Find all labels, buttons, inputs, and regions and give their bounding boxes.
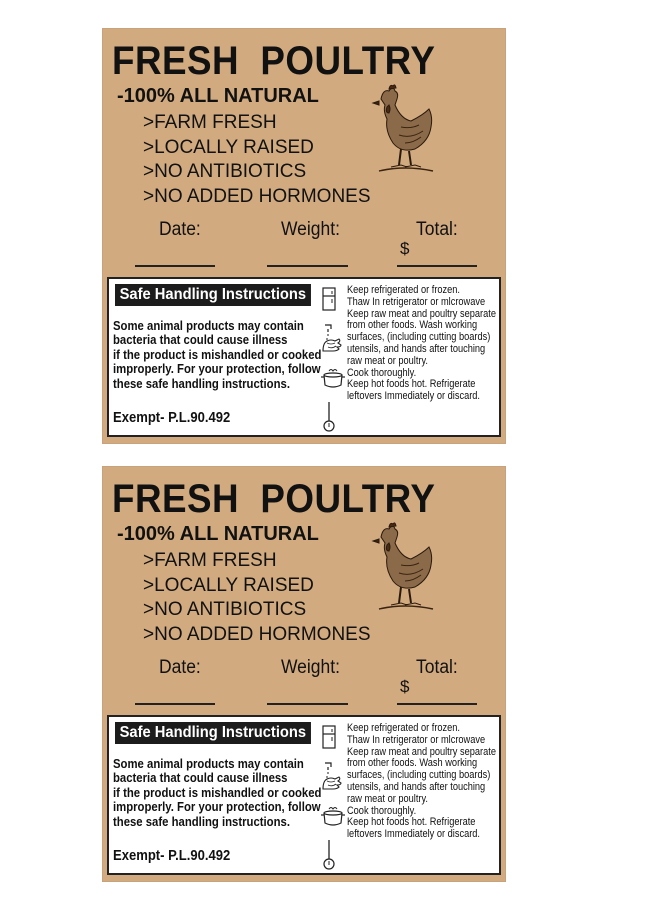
- hand-washing-icon: [321, 761, 343, 791]
- safe-handling-line: these safe handling instructions.: [113, 376, 290, 391]
- feature-item: >NO ANTIBIOTICS: [143, 599, 307, 620]
- date-label: Date:: [159, 657, 201, 678]
- weight-line: [267, 703, 348, 705]
- date-line: [135, 703, 215, 705]
- feature-item: >FARM FRESH: [143, 550, 277, 571]
- handling-steps: [347, 723, 501, 841]
- poultry-label: [102, 466, 506, 882]
- safe-handling-line: improperly. For your protection, follow: [113, 800, 321, 815]
- handling-step: utensils, and hands after touching: [347, 780, 486, 793]
- refrigerator-icon: [321, 287, 337, 311]
- poultry-label: [102, 28, 506, 444]
- handling-icons: [321, 723, 345, 871]
- label-subtitle: -100% ALL NATURAL: [117, 85, 319, 107]
- total-label: Total:: [416, 657, 458, 678]
- handling-step: from other foods. Wash working: [347, 319, 478, 332]
- safe-handling-line: bacteria that could cause illness: [113, 333, 288, 348]
- handling-step: Keep hot foods hot. Refrigerate: [347, 378, 476, 391]
- handling-step: Keep refrigerated or frozen.: [347, 284, 461, 296]
- weight-line: [267, 265, 348, 267]
- weight-label: Weight:: [281, 219, 340, 240]
- label-title: FRESH POULTRY: [112, 39, 436, 83]
- feature-item: >LOCALLY RAISED: [143, 574, 314, 596]
- safe-handling-title: Safe Handling Instructions: [115, 284, 311, 306]
- safe-handling-line: Some animal products may contain: [113, 319, 304, 333]
- feature-item: >NO ADDED HORMONES: [143, 623, 371, 645]
- handling-step: Keep raw meat and poultry separate: [347, 745, 496, 758]
- handling-step: raw meat or poultry.: [347, 792, 428, 805]
- safe-handling-line: Some animal products may contain: [113, 757, 304, 771]
- total-label: Total:: [416, 219, 458, 240]
- handling-step: Keep raw meat and poultry separate: [347, 307, 496, 320]
- feature-item: >LOCALLY RAISED: [143, 136, 314, 158]
- chicken-icon: [371, 79, 439, 179]
- handling-step: from other foods. Wash working: [347, 757, 478, 770]
- chicken-icon: [371, 517, 439, 617]
- handling-icons: [321, 285, 345, 433]
- refrigerator-icon: [321, 725, 337, 749]
- safe-handling-line: bacteria that could cause illness: [113, 771, 288, 786]
- feature-item: >NO ADDED HORMONES: [143, 185, 371, 207]
- handling-steps: [347, 285, 501, 403]
- handling-step: Keep refrigerated or frozen.: [347, 722, 461, 734]
- feature-item: >FARM FRESH: [143, 112, 277, 133]
- handling-step: surfaces, (including cutting boards): [347, 331, 491, 344]
- safe-handling-line: if the product is mishandled or cooked: [113, 347, 322, 362]
- date-line: [135, 265, 215, 267]
- date-label: Date:: [159, 219, 201, 240]
- safe-handling-panel: [107, 277, 501, 437]
- total-line: [397, 703, 477, 705]
- safe-handling-line: improperly. For your protection, follow: [113, 362, 321, 377]
- handling-step: leftovers Immediately or discard.: [347, 828, 481, 841]
- weight-label: Weight:: [281, 657, 340, 678]
- safe-handling-panel: [107, 715, 501, 875]
- exempt-text: Exempt- P.L.90.492: [113, 848, 231, 864]
- feature-item: >NO ANTIBIOTICS: [143, 161, 307, 182]
- total-line: [397, 265, 477, 267]
- cooking-pot-icon: [321, 367, 345, 389]
- cooking-pot-icon: [321, 805, 345, 827]
- label-subtitle: -100% ALL NATURAL: [117, 523, 319, 545]
- safe-handling-line: if the product is mishandled or cooked: [113, 785, 322, 800]
- handling-step: Cook thoroughly.: [347, 366, 417, 379]
- handling-step: utensils, and hands after touching: [347, 342, 486, 355]
- safe-handling-text: [113, 757, 323, 829]
- thermometer-icon: [321, 839, 337, 871]
- currency-symbol: $: [400, 239, 410, 258]
- handling-step: Cook thoroughly.: [347, 804, 417, 817]
- handling-step: leftovers Immediately or discard.: [347, 390, 481, 403]
- handling-step: Thaw In retrigerator or mlcrowave: [347, 733, 486, 746]
- safe-handling-line: these safe handling instructions.: [113, 814, 290, 829]
- handling-step: Keep hot foods hot. Refrigerate: [347, 816, 476, 829]
- feature-list: [143, 549, 371, 647]
- hand-washing-icon: [321, 323, 343, 353]
- safe-handling-title: Safe Handling Instructions: [115, 722, 311, 744]
- handling-step: raw meat or poultry.: [347, 354, 428, 367]
- currency-symbol: $: [400, 677, 410, 696]
- label-title: FRESH POULTRY: [112, 477, 436, 521]
- handling-step: Thaw In retrigerator or mlcrowave: [347, 295, 486, 308]
- thermometer-icon: [321, 401, 337, 433]
- handling-step: surfaces, (including cutting boards): [347, 769, 491, 782]
- safe-handling-text: [113, 319, 323, 391]
- feature-list: [143, 111, 371, 209]
- exempt-text: Exempt- P.L.90.492: [113, 410, 231, 426]
